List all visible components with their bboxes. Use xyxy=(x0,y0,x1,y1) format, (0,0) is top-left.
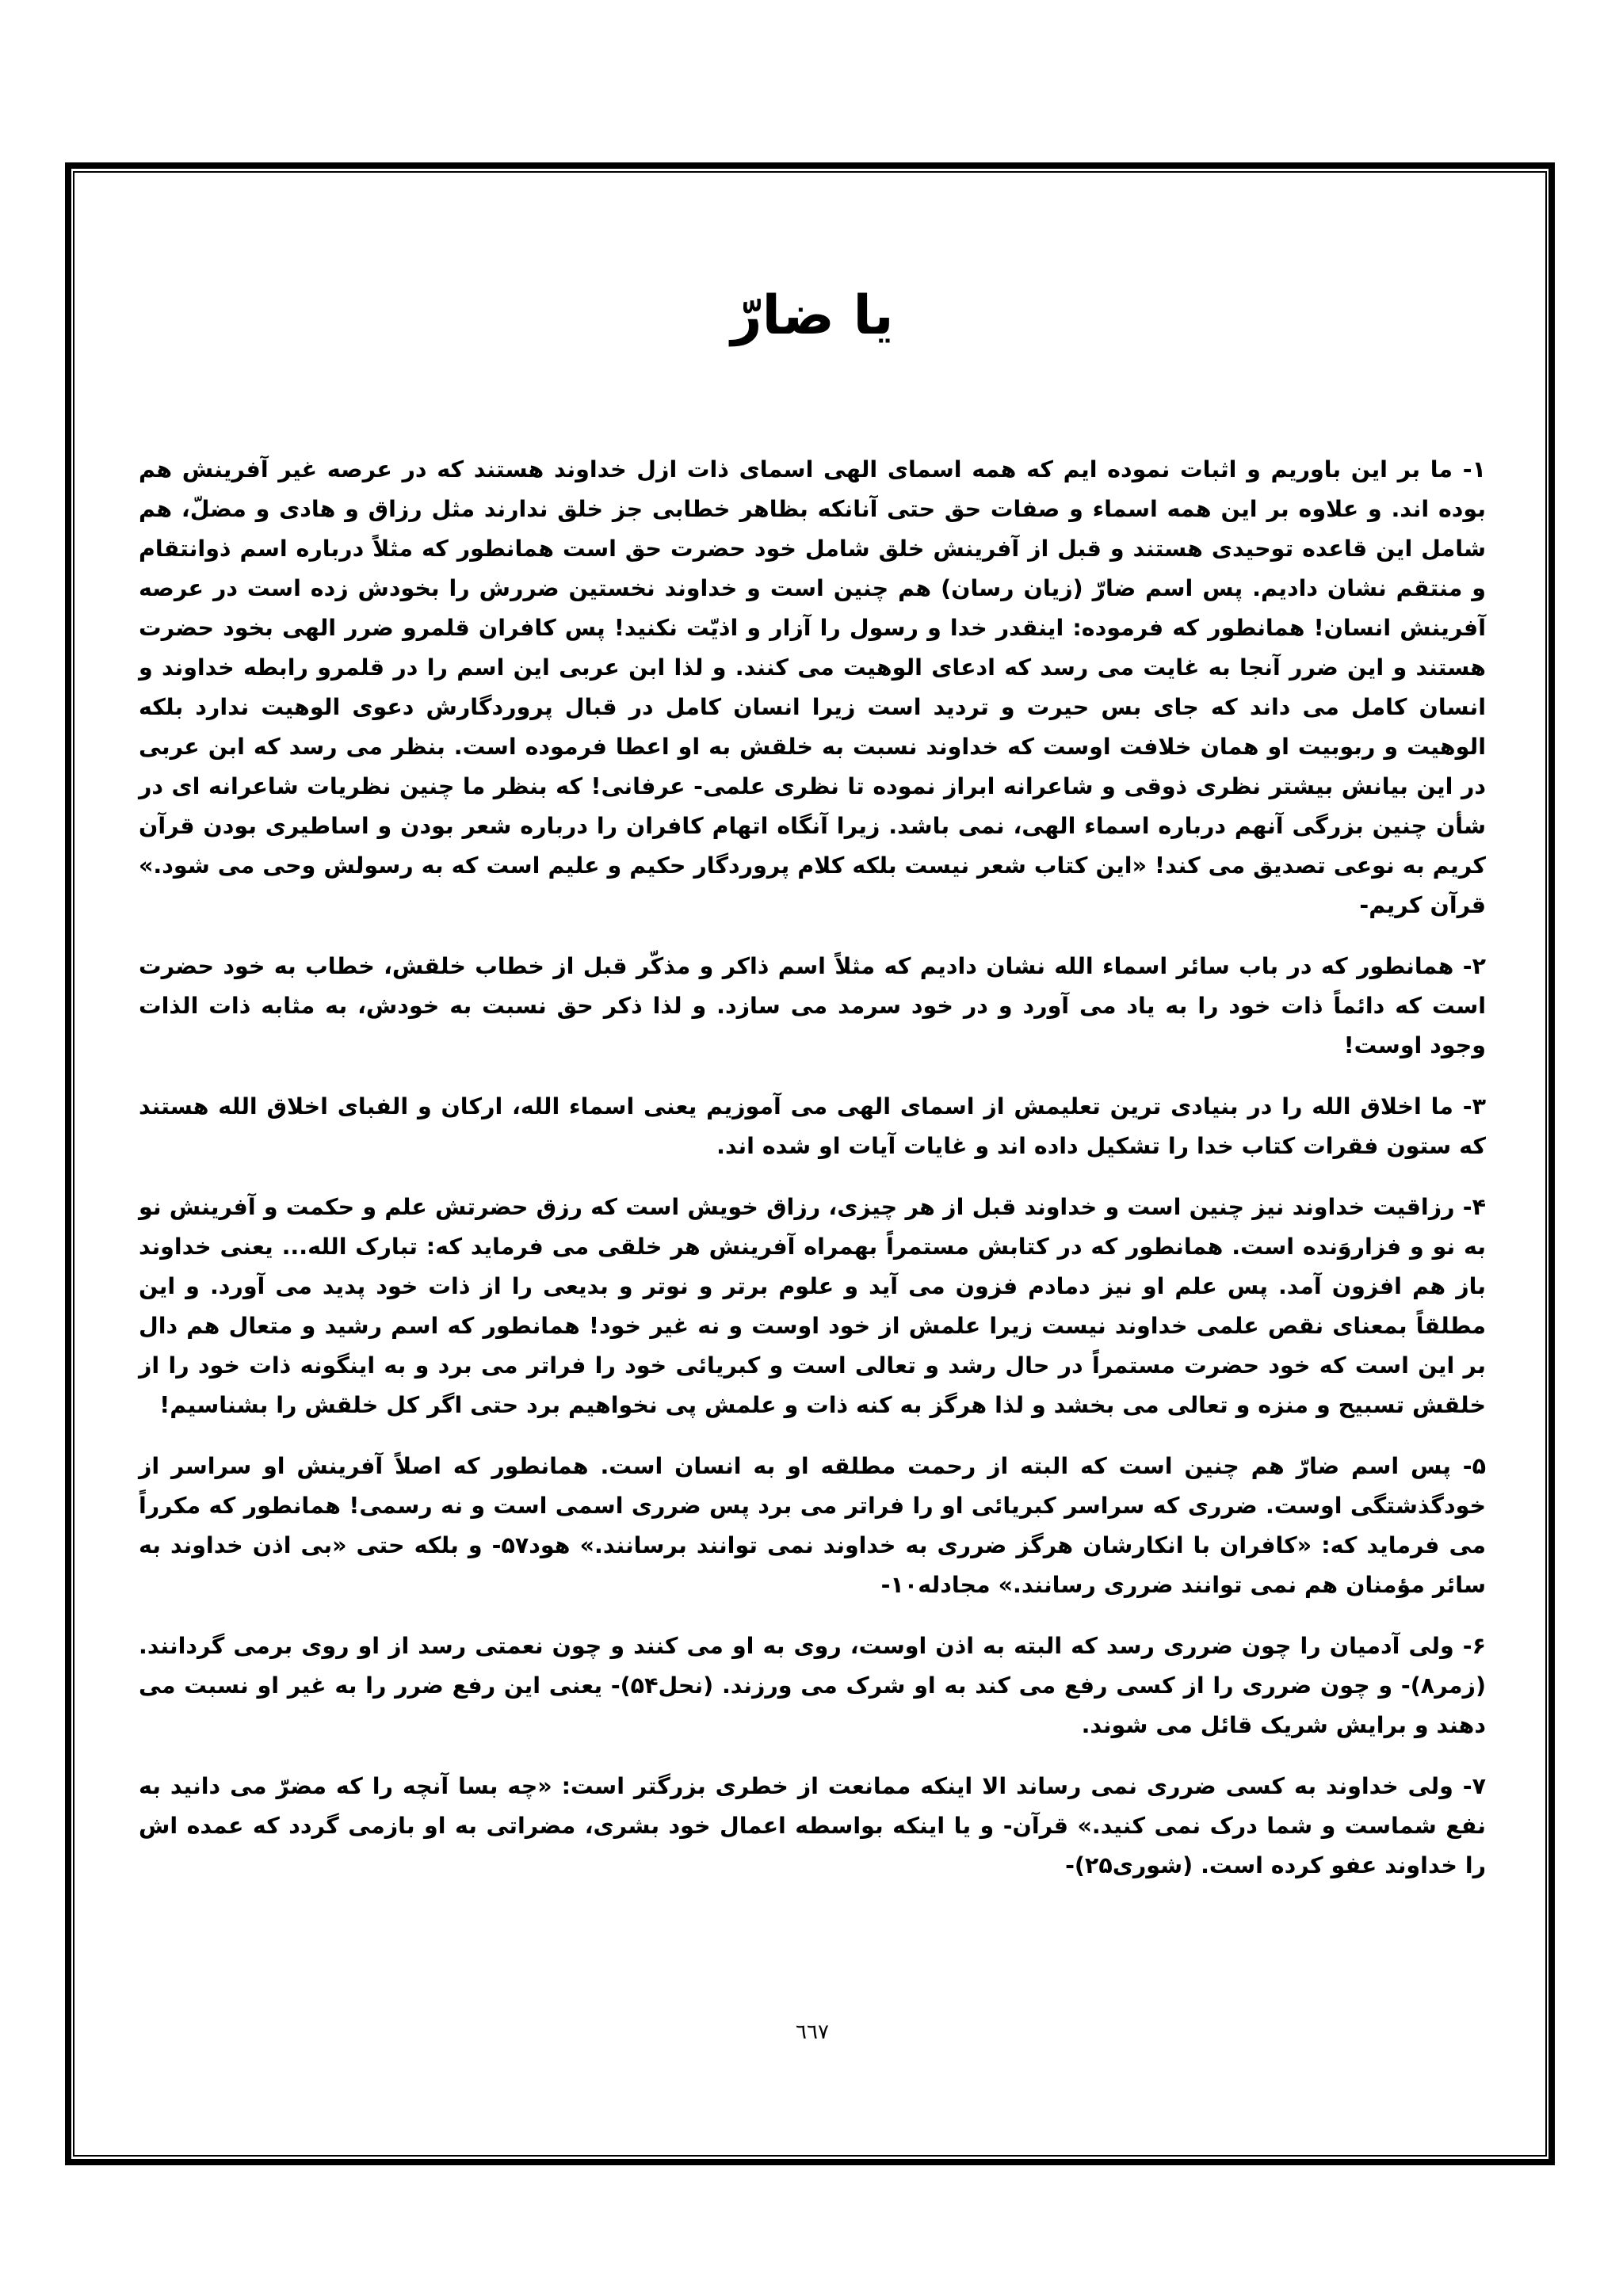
paragraph-7: ۷- ولی خداوند به کسی ضرری نمی رساند الا اینکه ممانعت از خطری بزرگتر است: «چه بسا آنچه را که مضرّ می دانید به نفع شماست و شما درک نمی کنید.» قرآن- و یا اینکه بواسطه اعمال خود بشری، مضراتی به او بازمی گردد که عمده اش را خداوند عفو کرده است. (شوری۲۵)- xyxy=(139,1772,1486,1878)
paragraph-5: ۵- پس اسم ضارّ هم چنین است که البته از رحمت مطلقه او به انسان است. همانطور که اصلاً آفرینش او سراسر از خودگذشتگی اوست. ضرری که سراسر کبریائی او را فراتر می برد پس ضرری اسمی است و نه رسمی! همانطور که مکرراً می فرماید که: «کافران با انکارشان هرگز ضرری به خداوند نمی توانند برسانند.» هود۵۷- و بلکه حتی «بی اذن خداوند به سائر مؤمنان هم نمی توانند ضرری رسانند.» مجادله۱۰- xyxy=(139,1452,1486,1598)
paragraph-2: ۲- همانطور که در باب سائر اسماء الله نشان دادیم که مثلاً اسم ذاکر و مذکّر قبل از خطاب خلقش، خطاب به خود حضرت است که دائماً ذات خود را به یاد می آورد و در خود سرمد می سازد. و لذا ذکر حق نسبت به خودش، به مثابه ذات الذات وجود اوست! xyxy=(139,952,1486,1058)
paragraphs xyxy=(139,450,1486,1886)
paragraph-1: ۱- ما بر این باوریم و اثبات نموده ایم که همه اسمای الهی اسمای ذات ازل خداوند هستند که در عرصه غیر آفرینش هم بوده اند. و علاوه بر این همه اسماء و صفات حق حتی آنانکه بظاهر خطابی جز خلق ندارند مثل رزاق و هادی و مضلّ، هم شامل این قاعده توحیدی هستند و قبل از آفرینش خلق شامل خود حضرت حق است همانطور که مثلاً درباره اسم ذوانتقام و منتقم نشان دادیم. پس اسم ضارّ (زیان رسان) هم چنین است و خداوند نخستین ضررش را بخودش زده است در عرصه آفرینش انسان! همانطور که فرموده: اینقدر خدا و رسول را آزار و اذیّت نکنید! پس کافران قلمرو ضرر الهی بخود حضرت هستند و این ضرر آنجا به غایت می رسد که ادعای الوهیت می کنند. و لذا ابن عربی این اسم را در قلمرو رابطه خداوند و انسان کامل می داند که جای بس حیرت و تردید است زیرا انسان کامل در قبال پروردگارش دعوی الوهیت ندارد بلکه الوهیت و ربوبیت او همان خلافت اوست که خداوند نسبت به خلقش به او اعطا فرموده است. بنظر می رسد که ابن عربی در این بیانش بیشتر نظری ذوقی و شاعرانه ابراز نموده تا نظری علمی- عرفانی! که بنظر ما چنین نظریات شاعرانه ای در شأن چنین بزرگی آنهم درباره اسماء الهی، نمی باشد. زیرا آنگاه اتهام کافران را درباره شعر بودن و اساطیری بودن قرآن کریم به نوعی تصدیق می کند! «این کتاب شعر نیست بلکه کلام پروردگار حکیم و علیم است که به رسولش وحی می شود.» قرآن کریم- xyxy=(139,456,1486,918)
page-content xyxy=(139,190,1486,2131)
paragraph-6: ۶- ولی آدمیان را چون ضرری رسد که البته به اذن اوست، روی به او می کنند و چون نعمتی رسد از او روی برمی گردانند. (زمر۸)- و چون ضرری را از کسی رفع می کند به او شرک می ورزند. (نحل۵۴)- یعنی این رفع ضرر را به غیر او نسبت می دهند و برایش شریک قائل می شوند. xyxy=(139,1632,1486,1738)
paragraph-4: ۴- رزاقیت خداوند نیز چنین است و خداوند قبل از هر چیزی، رزاق خویش است که رزق حضرتش علم و حکمت و آفرینش نو به نو و فزاروَنده است. همانطور که در کتابش مستمراً بهمراه آفرینش هر خلقی می فرماید که: تبارک الله... یعنی خداوند باز هم افزون آمد. پس علم او نیز دمادم فزون می آید و علوم برتر و نوتر و بدیعی را از ذات خود پدید می آورد. و این مطلقاً بمعنای نقص علمی خداوند نیست زیرا علمش از خود اوست و نه غیر خود! همانطور که اسم رشید و متعال هم دال بر این است که خود حضرت مستمراً در حال رشد و تعالی است و کبریائی خود را فراتر می برد و به اینگونه ذات خود را از خلقش تسبیح و منزه و تعالی می بخشد و لذا هرگز به کنه ذات و علمش پی نخواهیم برد حتی اگر کل خلقش را بشناسیم! xyxy=(139,1193,1486,1418)
page-number: ٦٦٧ xyxy=(796,2020,829,2044)
page-title: یا ضارّ xyxy=(731,284,894,347)
paragraph-3: ۳- ما اخلاق الله را در بنیادی ترین تعلیمش از اسمای الهی می آموزیم یعنی اسماء الله، ارکان و الفبای اخلاق الله هستند که ستون فقرات کتاب خدا را تشکیل داده اند و غایات آیات او شده اند. xyxy=(139,1093,1486,1159)
